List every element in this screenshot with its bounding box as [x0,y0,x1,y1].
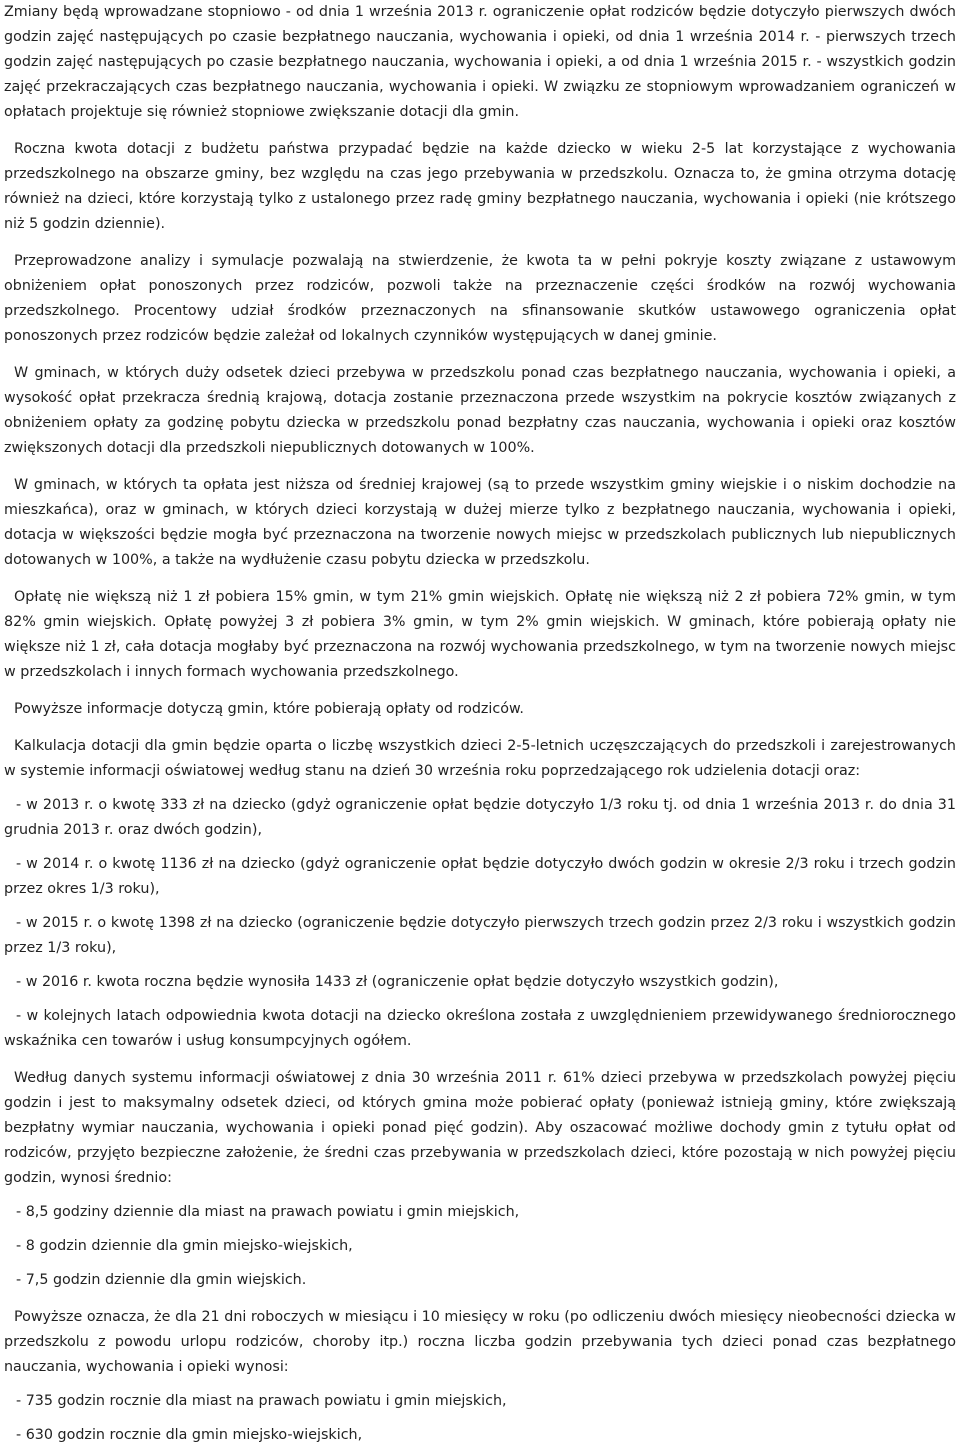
paragraph-high-fee-gminas: W gminach, w których duży odsetek dzieci przebywa w przedszkolu ponad czas bezpłatnego nauczania, wychowania i opieki, a wysokość opłat przekracza średnią krajową, dotacja zostanie przeznaczona przede wszystkim na pokrycie kosztów związanych z obniżeniem opłaty za godzinę pobytu dziecka w przedszkolu ponad bezpłatny czas nauczania, wychowania i opieki oraz kosztów zwiększonych dotacji dla przedszkoli niepublicznych dotowanych w 100%. [4,365,956,456]
list-item-annual-hours-cities: - 735 godzin rocznie dla miast na prawach powiatu i gmin miejskich, [16,1393,507,1409]
list-item-2015: - w 2015 r. o kwotę 1398 zł na dziecko (ograniczenie będzie dotyczyło pierwszych trzech godzin przez 2/3 roku i wszystkich godzin przez 1/3 roku), [4,915,956,956]
paragraph-low-fee-gminas: W gminach, w których ta opłata jest niższa od średniej krajowej (są to przede wszystkim gminy wiejskie i o niskim dochodzie na mieszkańca), oraz w gminach, w których dzieci korzystają w dużej mierze tylko z bezpłatnego nauczania, wychowania i opieki, dotacja w większości będzie mogła być przeznaczona na tworzenie nowych miejsc w przedszkolach publicznych lub niepublicznych dotowanych w 100%, a także na wydłużenie czasu pobytu dziecka w przedszkolu. [4,477,956,568]
list-item-annual-hours-urban-rural: - 630 godzin rocznie dla gmin miejsko-wiejskich, [16,1427,363,1443]
paragraph-fee-statistics: Opłatę nie większą niż 1 zł pobiera 15% gmin, w tym 21% gmin wiejskich. Opłatę nie większą niż 2 zł pobiera 72% gmin, w tym 82% gmin wiejskich. Opłatę powyżej 3 zł pobiera 3% gmin, w tym 2% gmin wiejskich. W gminach, które pobierają opłaty nie większe niż 1 zł, cała dotacja mogłaby być przeznaczona na rozwój wychowania przedszkolnego, w tym na tworzenie nowych miejsc w przedszkolach i innych formach wychowania przedszkolnego. [4,589,956,680]
list-item-2016: - w 2016 r. kwota roczna będzie wynosiła 1433 zł (ograniczenie opłat będzie dotyczyło wszystkich godzin), [16,974,779,990]
paragraph-analyses: Przeprowadzone analizy i symulacje pozwalają na stwierdzenie, że kwota ta w pełni pokryje koszty związane z ustawowym obniżeniem opłat ponoszonych przez rodziców, pozwoli także na przeznaczenie części środków na rozwój wychowania przedszkolnego. Procentowy udział środków przeznaczonych na sfinansowanie skutków ustawowego ograniczenia opłat ponoszonych przez rodziców będzie zależał od lokalnych czynników występujących w danej gminie. [4,253,956,344]
paragraph-info-note: Powyższe informacje dotyczą gmin, które pobierają opłaty od rodziców. [14,701,524,717]
paragraph-annual-hours: Powyższe oznacza, że dla 21 dni roboczych w miesiącu i 10 miesięcy w roku (po odliczeniu dwóch miesięcy nieobecności dziecka w przedszkolu z powodu urlopu rodziców, choroby itp.) roczna liczba godzin przebywania tych dzieci ponad czas bezpłatnego nauczania, wychowania i opieki wynosi: [4,1309,956,1375]
paragraph-intro: Zmiany będą wprowadzane stopniowo - od dnia 1 września 2013 r. ograniczenie opłat rodziców będzie dotyczyło pierwszych dwóch godzin zajęć następujących po czasie bezpłatnego nauczania, wychowania i opieki, od dnia 1 września 2014 r. - pierwszych trzech godzin zajęć następujących po czasie bezpłatnego nauczania, wychowania i opieki, a od dnia 1 września 2015 r. - wszystkich godzin zajęć przekraczających czas bezpłatnego nauczania, wychowania i opieki. W związku ze stopniowym wprowadzaniem ograniczeń w opłatach projektuje się również stopniowe zwiększanie dotacji dla gmin. [4,4,956,120]
paragraph-annual-subsidy: Roczna kwota dotacji z budżetu państwa przypadać będzie na każde dziecko w wieku 2-5 lat korzystające z wychowania przedszkolnego na obszarze gminy, bez względu na czas jego przebywania w przedszkolu. Oznacza to, że gmina otrzyma dotację również na dzieci, które korzystają tylko z ustalonego przez radę gminy bezpłatnego nauczania, wychowania i opieki (nie krótszego niż 5 godzin dziennie). [4,141,956,232]
list-item-hours-rural: - 7,5 godzin dziennie dla gmin wiejskich. [16,1272,307,1288]
paragraph-sio-data: Według danych systemu informacji oświatowej z dnia 30 września 2011 r. 61% dzieci przebywa w przedszkolach powyżej pięciu godzin i jest to maksymalny odsetek dzieci, od których gmina może pobierać opłaty (ponieważ istnieją gminy, które zwiększają bezpłatny wymiar nauczania, wychowania i opieki ponad pięć godzin). Aby oszacować możliwe dochody gmin z tytułu opłat od rodziców, przyjęto bezpieczne założenie, że średni czas przebywania w przedszkolach dzieci, które pozostają w nich powyżej pięciu godzin, wynosi średnio: [4,1070,956,1186]
list-item-hours-urban-rural: - 8 godzin dziennie dla gmin miejsko-wiejskich, [16,1238,353,1254]
list-item-2014: - w 2014 r. o kwotę 1136 zł na dziecko (gdyż ograniczenie opłat będzie dotyczyło dwóch godzin w okresie 2/3 roku i trzech godzin przez okres 1/3 roku), [4,856,956,897]
list-item-following-years: - w kolejnych latach odpowiednia kwota dotacji na dziecko określona została z uwzględnieniem przewidywanego średniorocznego wskaźnika cen towarów i usług konsumpcyjnych ogółem. [4,1008,956,1049]
paragraph-calculation: Kalkulacja dotacji dla gmin będzie oparta o liczbę wszystkich dzieci 2-5-letnich uczęszczających do przedszkoli i zarejestrowanych w systemie informacji oświatowej według stanu na dzień 30 września roku poprzedzającego rok udzielenia dotacji oraz: [4,738,956,779]
list-item-hours-cities: - 8,5 godziny dziennie dla miast na prawach powiatu i gmin miejskich, [16,1204,520,1220]
list-item-2013: - w 2013 r. o kwotę 333 zł na dziecko (gdyż ograniczenie opłat będzie dotyczyło 1/3 roku tj. od dnia 1 września 2013 r. do dnia 31 grudnia 2013 r. oraz dwóch godzin), [4,797,956,838]
